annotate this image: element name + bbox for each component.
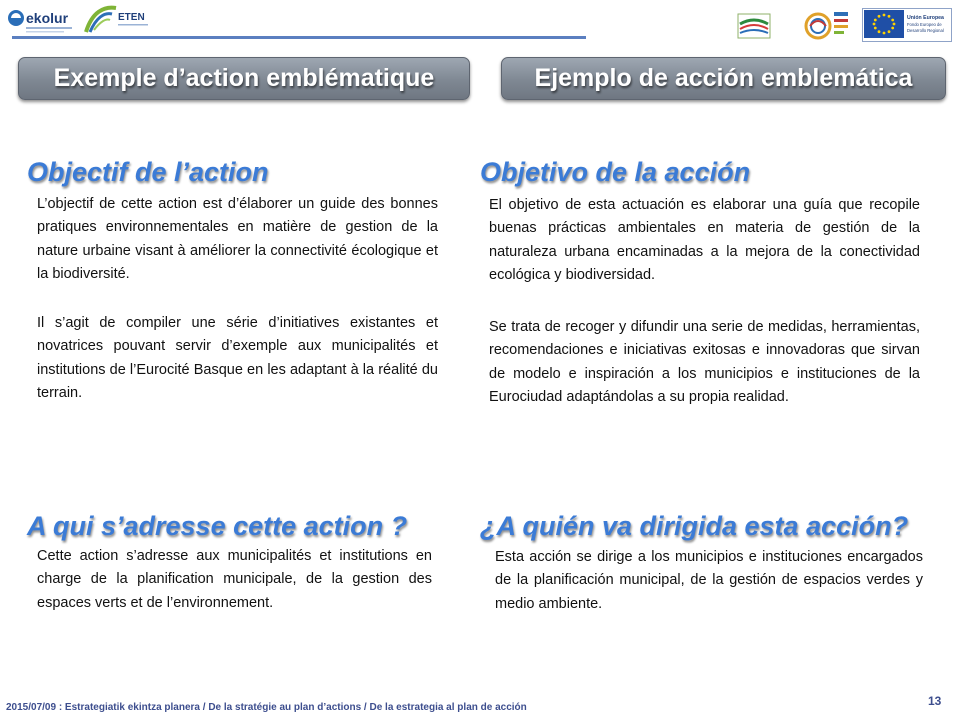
objective-paragraph-fr-1: L’objectif de cette action est d’élaborer un guide des bonnes pratiques environnementales en matière de gestion de la nature urbaine visant à améliorer la connectivité écologique et la biodiversité. [37, 196, 438, 282]
objective-paragraph-fr-2: Il s’agit de compiler une série d’initiatives existantes et novatrices pouvant servir d’exemple aux municipalités et institutions de l’Eurocité Basque en les adaptant à la réalité du terrain. [37, 315, 438, 401]
audience-heading-es: ¿A quién va dirigida esta acción? [480, 511, 909, 541]
svg-text:Desarrollo Regional: Desarrollo Regional [907, 28, 944, 33]
page-number: 13 [928, 694, 942, 708]
audience-paragraph-es: Esta acción se dirige a los municipios e instituciones encargados de la planificación municipal, de la gestión de espacios verdes y medio ambiente. [495, 549, 923, 612]
audience-heading-fr: A qui s’adresse cette action ? [27, 511, 408, 541]
objective-paragraph-es-1: El objetivo de esta actuación es elaborar una guía que recopile buenas prácticas ambientales en materia de gestión de la naturaleza urbana encaminadas a la mejora de la conectividad ecológica y biodiversidad. [489, 197, 920, 283]
svg-text:Fondo Europeo de: Fondo Europeo de [907, 22, 942, 27]
svg-text:ETEN: ETEN [118, 12, 145, 23]
svg-text:ekolur: ekolur [26, 10, 69, 26]
eu-flag-logo [862, 8, 952, 42]
banner-french: Exemple d’action emblématique [18, 57, 470, 100]
footer-caption: 2015/07/09 : Estrategiatik ekintza planera / De la stratégie au plan d’actions / De la estrategia al plan de acción [6, 702, 527, 713]
svg-text:Unión Europea: Unión Europea [907, 15, 944, 21]
header-rule [12, 36, 586, 39]
eten-logo [82, 2, 154, 36]
objective-paragraph-es-2: Se trata de recoger y difundir una serie de medidas, herramientas, recomendaciones e iniciativas exitosas e innovadoras que sirvan de modelo e inspiración a los municipios e instituciones de la Eurociudad adaptándolas a su propia realidad. [489, 319, 920, 405]
objective-heading-es: Objetivo de la acción [480, 157, 751, 187]
banner-spanish: Ejemplo de acción emblemática [501, 57, 946, 100]
audience-paragraph-fr: Cette action s’adresse aux municipalités et institutions en charge de la planification municipale, de la gestion des espaces verts et de l’environnement. [37, 548, 432, 611]
eurocity-logo [736, 10, 772, 42]
ekolur-logo [6, 4, 76, 36]
objective-heading-fr: Objectif de l’action [27, 157, 269, 187]
partner-logo [800, 6, 852, 46]
